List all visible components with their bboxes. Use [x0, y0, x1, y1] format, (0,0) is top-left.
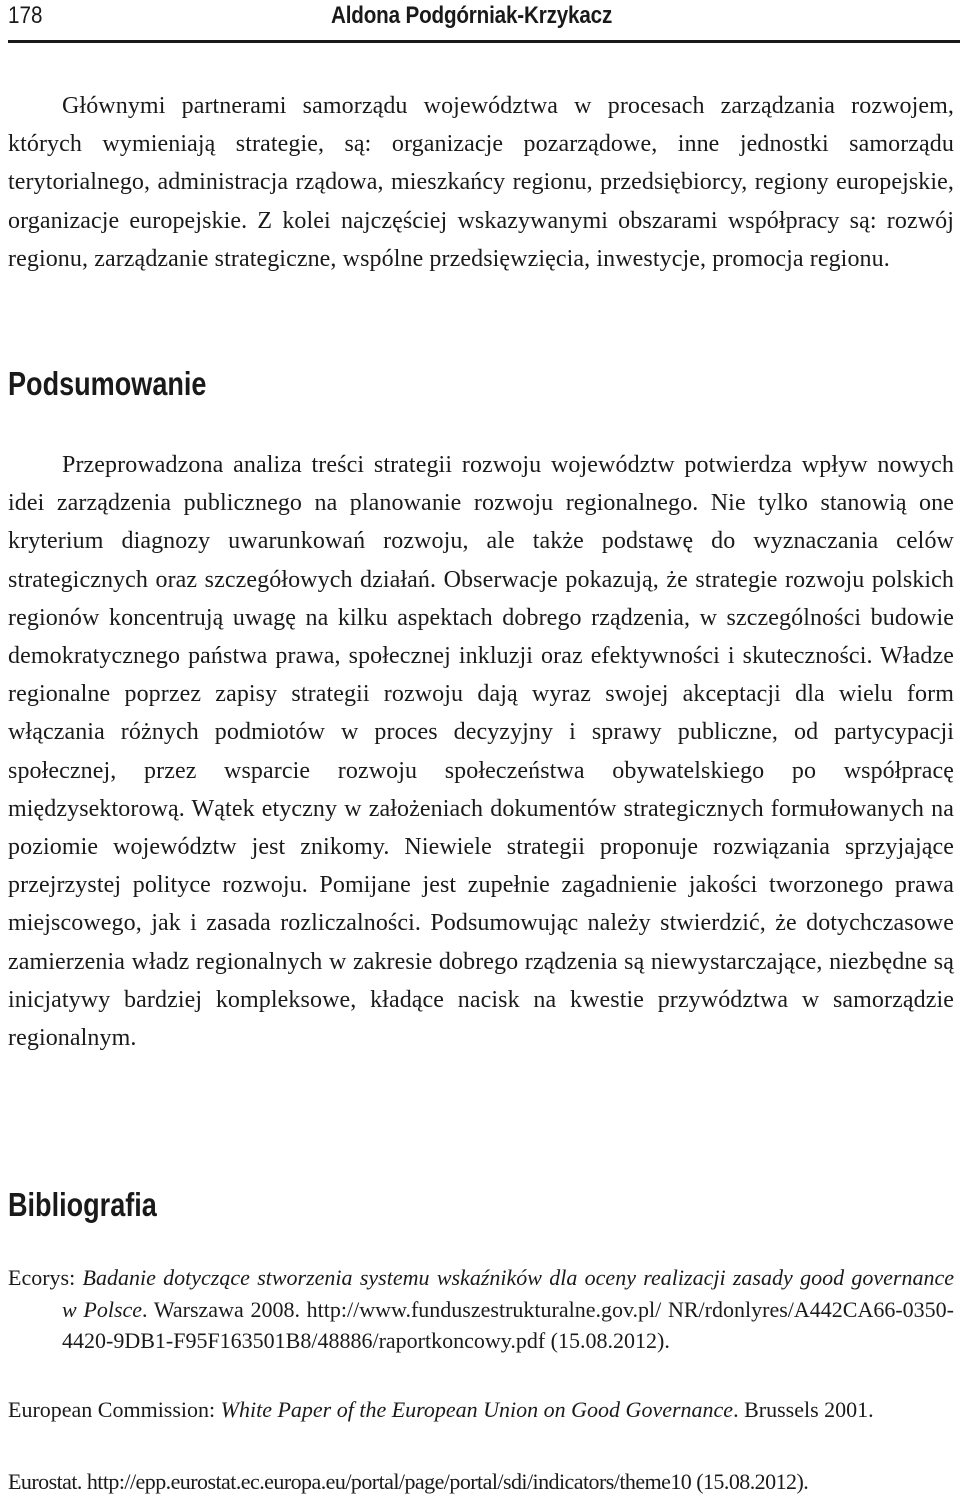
page-number: 178	[8, 2, 43, 29]
bibliography-author: European Commission:	[8, 1397, 216, 1422]
bibliography-title: Badanie dotyczące stworzenia systemu wskaźników dla oceny realizacji zasady good governance w Polsce	[62, 1265, 954, 1322]
bibliography-details: . Brussels 2001.	[733, 1397, 874, 1422]
bibliography-entry	[8, 1262, 954, 1357]
bibliography-entry	[8, 1394, 954, 1426]
body-paragraph-1: Głównymi partnerami samorządu województwa w procesach zarządzania rozwojem, których wymieniają strategie, są: organizacje pozarządowe, inne jednostki samorządu terytorialnego, administracja rządowa, mieszkańcy regionu, przedsiębiorcy, regiony europejskie, organizacje europejskie. Z kolei najczęściej wskazywanymi obszarami współpracy są: rozwój regionu, zarządzanie strategiczne, wspólne przedsięwzięcia, inwestycje, promocja regionu.	[8, 93, 954, 272]
bibliography-author: Ecorys:	[8, 1265, 76, 1290]
page-header	[8, 0, 960, 43]
bibliography-text: Eurostat. http://epp.eurostat.ec.europa.eu/portal/page/portal/sdi/indicators/theme10 (15.08.2012).	[8, 1469, 809, 1494]
body-paragraph-2: Przeprowadzona analiza treści strategii rozwoju województw potwierdza wpływ nowych idei zarządzenia publicznego na planowanie rozwoju regionalnego. Nie tylko stanowią one kryterium diagnozy uwarunkowań rozwoju, ale także podstawę do wyznaczania celów strategicznych oraz szczegółowych działań. Obserwacje pokazują, że strategie rozwoju polskich regionów koncentrują uwagę na kilku aspektach dobrego rządzenia, w szczególności budowie demokratycznego państwa prawa, społecznej inkluzji oraz efektywności i skuteczności. Władze regionalne poprzez zapisy strategii rozwoju dają wyraz swojej akceptacji dla wielu form włączania różnych podmiotów w proces decyzyjny i sprawy publiczne, od partycypacji społecznej, przez wsparcie rozwoju społeczeństwa obywatelskiego po współpracę międzysektorową. Wątek etyczny w założeniach dokumentów strategicznych formułowanych na poziomie województw jest znikomy. Niewiele strategii proponuje rozwiązania sprzyjające przejrzystej polityce rozwoju. Pomijane jest zupełnie zagadnienie jakości tworzonego prawa miejscowego, jak i zasada rozliczalności. Podsumowując należy stwierdzić, że dotychczasowe zamierzenia władz regionalnych w zakresie dobrego rządzenia są niewystarczające, niezbędne są inicjatywy bardziej kompleksowe, kładące nacisk na kwestie przywództwa w samorządzie regionalnym.	[8, 452, 954, 1052]
bibliography-details: . Warszawa 2008. http://www.funduszestrukturalne.gov.pl/ NR/rdonlyres/A442CA66-0350-4420-9DB1-F95F163501B8/48886/raportkoncowy.pdf (15.08.2012).	[62, 1296, 954, 1353]
running-head-author: Aldona Podgórniak-Krzykacz	[331, 2, 613, 29]
section-heading-summary: Podsumowanie	[8, 365, 207, 402]
bibliography-title: White Paper of the European Union on Good Governance	[220, 1397, 734, 1422]
bibliography-entry	[8, 1466, 960, 1498]
section-heading-bibliography: Bibliografia	[8, 1186, 157, 1223]
